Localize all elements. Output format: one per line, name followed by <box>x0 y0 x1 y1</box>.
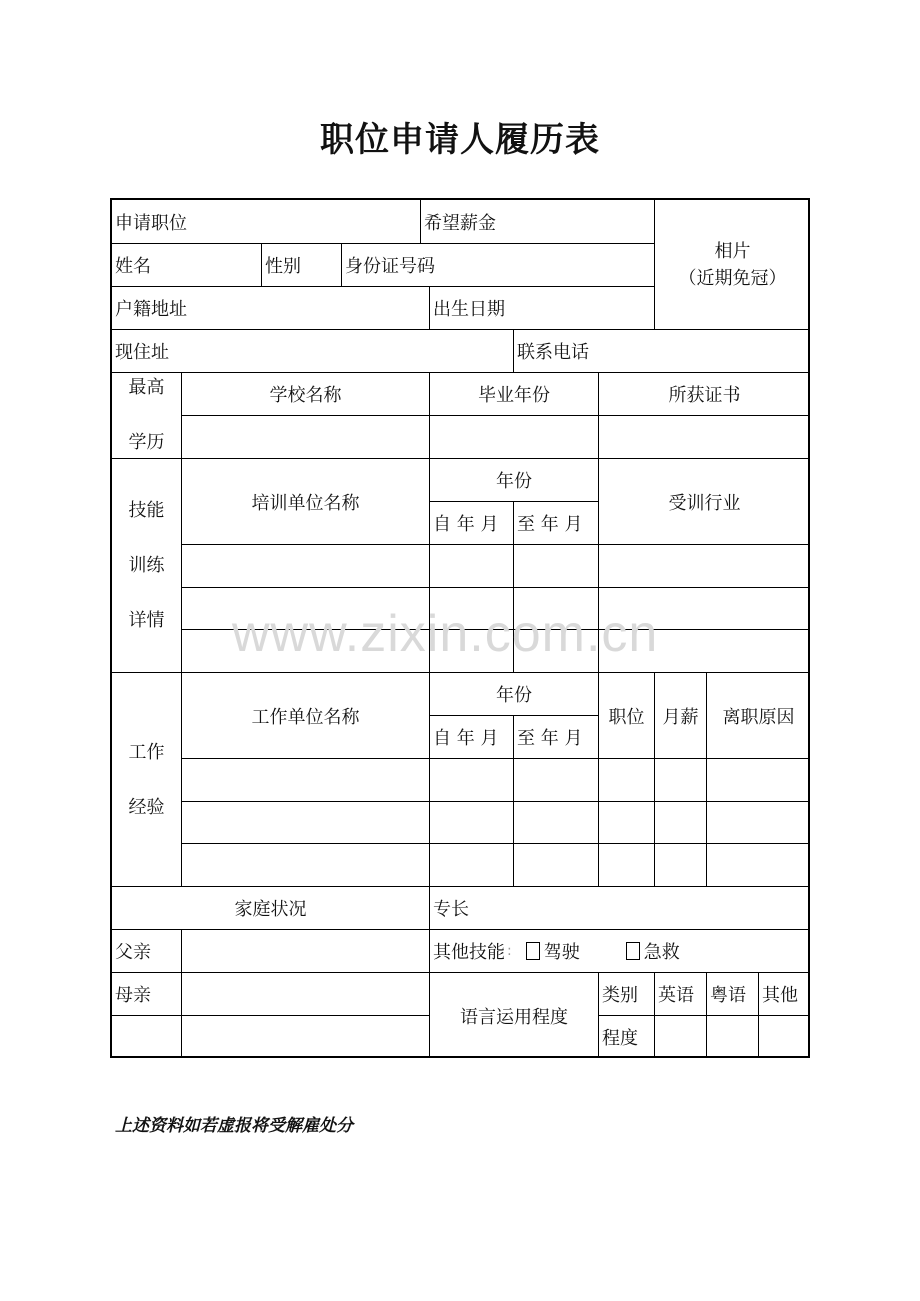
work-year-header: 年份 <box>429 672 598 715</box>
contact-phone-label: 联系电话 <box>513 329 810 372</box>
mother-cell[interactable] <box>181 972 429 1015</box>
training-industry-cell[interactable] <box>598 629 810 672</box>
school-name-header: 学校名称 <box>181 372 429 415</box>
work-salary-cell[interactable] <box>654 758 706 801</box>
family-extra-label-cell[interactable] <box>112 1015 181 1058</box>
training-unit-cell[interactable] <box>181 544 429 587</box>
education-section-label: 最高 学历 <box>112 372 181 458</box>
work-from-cell[interactable] <box>429 801 513 843</box>
training-industry-cell[interactable] <box>598 587 810 629</box>
work-from-cell[interactable] <box>429 843 513 886</box>
training-to-cell[interactable] <box>513 587 598 629</box>
work-salary-cell[interactable] <box>654 843 706 886</box>
other-level-cell[interactable] <box>758 1015 810 1058</box>
school-name-cell[interactable] <box>181 415 429 458</box>
id-number-label: 身份证号码 <box>341 243 654 286</box>
training-unit-cell[interactable] <box>181 629 429 672</box>
training-section-label: 技能 训练 详情 <box>112 458 181 672</box>
language-level-label: 程度 <box>598 1015 654 1058</box>
training-from-header: 自 年 月 <box>429 501 513 544</box>
watermark: www.zixin.com.cn <box>232 605 659 663</box>
father-label: 父亲 <box>112 929 181 972</box>
name-label: 姓名 <box>112 243 261 286</box>
father-cell[interactable] <box>181 929 429 972</box>
work-leave-reason-cell[interactable] <box>706 758 810 801</box>
certificates-cell[interactable] <box>598 415 810 458</box>
work-to-cell[interactable] <box>513 758 598 801</box>
first-aid-checkbox[interactable] <box>626 942 640 960</box>
english-level-cell[interactable] <box>654 1015 706 1058</box>
household-address-label: 户籍地址 <box>112 286 429 329</box>
work-to-cell[interactable] <box>513 801 598 843</box>
first-aid-option[interactable]: 急救 <box>626 938 680 964</box>
work-to-header: 至 年 月 <box>513 715 598 758</box>
specialty-label: 专长 <box>429 886 810 929</box>
work-leave-reason-cell[interactable] <box>706 801 810 843</box>
work-unit-cell[interactable] <box>181 843 429 886</box>
graduation-year-cell[interactable] <box>429 415 598 458</box>
language-proficiency-label: 语言运用程度 <box>429 972 598 1058</box>
work-unit-cell[interactable] <box>181 801 429 843</box>
work-from-header: 自 年 月 <box>429 715 513 758</box>
language-category-label: 类别 <box>598 972 654 1015</box>
training-from-cell[interactable] <box>429 587 513 629</box>
work-position-cell[interactable] <box>598 758 654 801</box>
gender-label: 性别 <box>261 243 341 286</box>
graduation-year-header: 毕业年份 <box>429 372 598 415</box>
expected-salary-label: 希望薪金 <box>420 200 654 243</box>
work-section-label: 工作 经验 <box>112 672 181 886</box>
language-other: 其他 <box>758 972 810 1015</box>
work-salary-header: 月薪 <box>654 672 706 758</box>
work-position-cell[interactable] <box>598 801 654 843</box>
cantonese-level-cell[interactable] <box>706 1015 758 1058</box>
other-skills-label: 其他技能 <box>433 942 505 963</box>
driving-option[interactable]: 驾驶 <box>526 938 580 964</box>
footnote: 上述资料如若虚报将受解雇处分 <box>115 1116 353 1136</box>
training-unit-header: 培训单位名称 <box>181 458 429 544</box>
work-unit-header: 工作单位名称 <box>181 672 429 758</box>
training-year-header: 年份 <box>429 458 598 501</box>
mother-label: 母亲 <box>112 972 181 1015</box>
birth-date-label: 出生日期 <box>429 286 654 329</box>
separator-dot: : <box>507 943 512 959</box>
photo-box[interactable] <box>654 200 810 329</box>
work-salary-cell[interactable] <box>654 801 706 843</box>
work-position-header: 职位 <box>598 672 654 758</box>
work-unit-cell[interactable] <box>181 758 429 801</box>
training-industry-cell[interactable] <box>598 544 810 587</box>
training-from-cell[interactable] <box>429 629 513 672</box>
driving-checkbox[interactable] <box>526 942 540 960</box>
training-unit-cell[interactable] <box>181 587 429 629</box>
training-to-cell[interactable] <box>513 544 598 587</box>
family-extra-cell[interactable] <box>181 1015 429 1058</box>
certificates-header: 所获证书 <box>598 372 810 415</box>
training-to-cell[interactable] <box>513 629 598 672</box>
training-industry-header: 受训行业 <box>598 458 810 544</box>
page-title: 职位申请人履历表 <box>320 120 600 160</box>
training-to-header: 至 年 月 <box>513 501 598 544</box>
work-from-cell[interactable] <box>429 758 513 801</box>
work-to-cell[interactable] <box>513 843 598 886</box>
training-from-cell[interactable] <box>429 544 513 587</box>
photo-label: 相片 <box>714 240 751 262</box>
work-position-cell[interactable] <box>598 843 654 886</box>
current-address-label: 现住址 <box>112 329 513 372</box>
work-leave-reason-cell[interactable] <box>706 843 810 886</box>
position-applied-label: 申请职位 <box>115 212 187 234</box>
language-cantonese: 粤语 <box>706 972 758 1015</box>
resume-form <box>110 198 810 1058</box>
other-skills-row <box>429 929 810 972</box>
photo-note: （近期免冠） <box>678 267 787 289</box>
family-status-header: 家庭状况 <box>112 886 429 929</box>
language-english: 英语 <box>654 972 706 1015</box>
work-leave-reason-header: 离职原因 <box>706 672 810 758</box>
